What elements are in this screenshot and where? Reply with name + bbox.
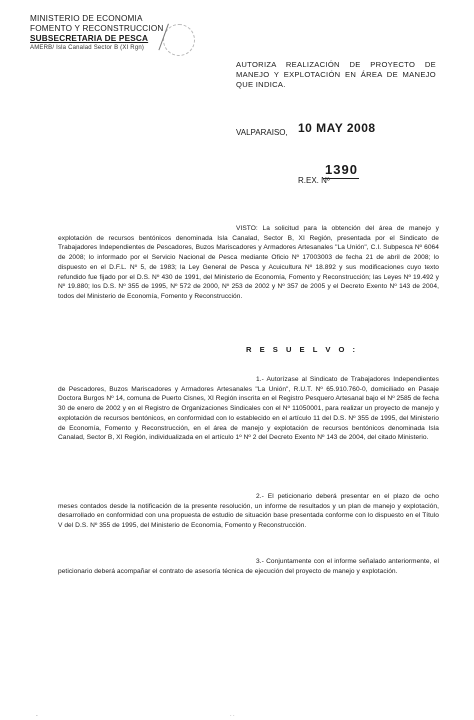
date-label: VALPARAISO, [236, 128, 288, 137]
resolution-underline [323, 178, 359, 179]
resolution-item-3: 3.- Conjuntamente con el informe señalado anteriormente, el peticionario deberá acompañar el contrato de asesoría técnica de ejecución del proyecto de manejo y explotación. [58, 558, 439, 575]
margin-mark: - [36, 713, 38, 719]
page-mark: · · [230, 713, 235, 719]
resolution-item-2: 2.- El peticionario deberá presentar en el plazo de ocho meses contados desde la notificación de la presente resolución, un informe de resultados y un plan de manejo y explotación, desarrollado en conformidad con una propuesta de estudio de situación base presentada conforme con lo dispuesto en el Título V del D.S. Nº 355 de 1995, del Ministerio de Economía, Fomento y Reconstrucción. [58, 493, 439, 530]
letterhead [30, 14, 164, 52]
date-stamp: 10 MAY 2008 [298, 121, 376, 135]
subject-reference: AUTORIZA REALIZACIÓN DE PROYECTO DE MANEJO Y EXPLOTACIÓN EN ÁREA DE MANEJO QUE INDICA. [236, 60, 436, 89]
visto-paragraph: VISTO: La solicitud para la obtención del área de manejo y explotación de recursos bentónicos denominada Isla Canalad, Sector B, XI Región, presentada por el Sindicato de Trabajadores Independientes de Pescadores, Buzos Mariscadores y Armadores Artesanales "La Unión", C.I. Subpesca Nº 6064 de 2008; lo informado por el Servicio Nacional de Pesca mediante Oficio Nº 17003003 de fecha 21 de abril de 2008; lo dispuesto en el D.F.L. Nº 5, de 1983; la Ley General de Pesca y Acuicultura Nº 18.892 y sus modificaciones cuyo texto refundido fue fijado por el D.S. Nº 430 de 1991, del Ministerio de Economía, Fomento y Reconstrucción; las Leyes Nº 19.492 y Nº 19.880; los D.S. Nº 355 de 1995, Nº 572 de 2000, Nº 253 de 2002 y Nº 357 de 2005 y el Decreto Exento Nº 143 de 2004, todos del Ministerio de Economía, Fomento y Reconstrucción. [58, 225, 439, 300]
resolution-item-1: 1.- Autorízase al Sindicato de Trabajadores Independientes de Pescadores, Buzos Mariscadores y Armadores Artesanales "La Unión", R.U.T. Nº 65.910.760-0, domiciliado en Pasaje Doctora Burgos Nº 14, comuna de Puerto Cisnes, XI Región inscrita en el Registro Pesquero Artesanal bajo el Nº 2585 de fecha 30 de enero de 2002 y en el Registro de Organizaciones Sindicales con el Nº 11050001, para realizar un proyecto de manejo y explotación de recursos bentónicos, en conformidad con lo establecido en el artículo 11 del D.S. Nº 355 de 1995, del Ministerio de Economía, Fomento y Reconstrucción, en el área de manejo y explotación de recursos bentónicos denominada Isla Canalad, Sector B, XI Región, individualizada en el artículo 1º Nº 2 del Decreto Exento Nº 143 de 2004, del citado Ministerio. [58, 376, 439, 442]
resolution-label: R.EX. Nº [298, 176, 330, 185]
undersecretariat-name: SUBSECRETARIA DE PESCA [30, 34, 149, 43]
ministry-name: MINISTERIO DE ECONOMIA [30, 14, 143, 23]
resuelvo-heading: R E S U E L V O : [246, 345, 359, 354]
file-reference: AMERB/ Isla Canalad Sector B (XI Rgn) [30, 45, 145, 51]
ministry-subtitle: FOMENTO Y RECONSTRUCCION [30, 24, 164, 33]
resolution-number: 1390 [325, 162, 358, 177]
